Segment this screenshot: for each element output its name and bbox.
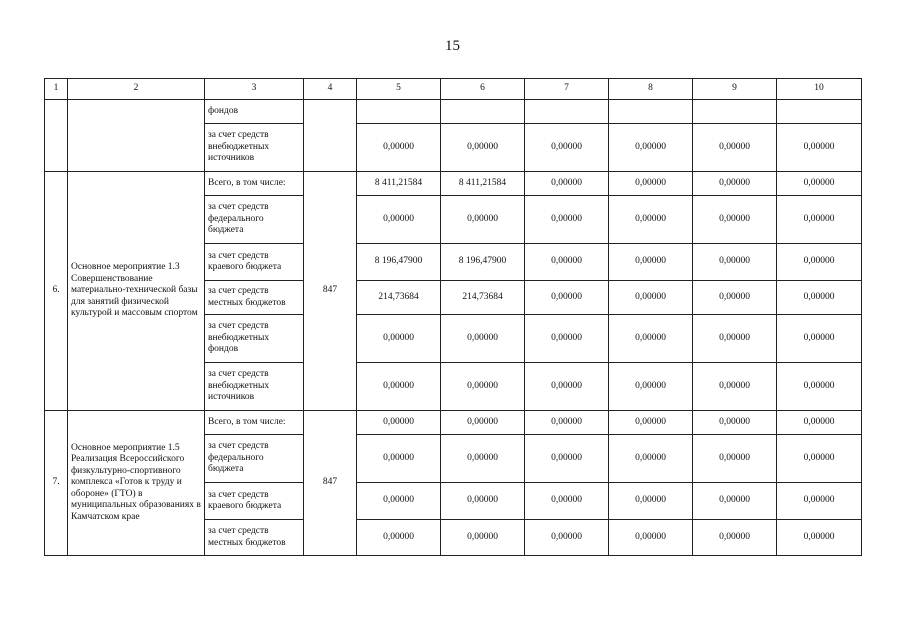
- value-cell: 0,00000: [525, 315, 609, 363]
- value-cell: 0,00000: [693, 435, 777, 483]
- value-cell: 0,00000: [693, 124, 777, 172]
- value-cell: 0,00000: [357, 435, 441, 483]
- value-cell: 0,00000: [609, 363, 693, 411]
- header-row: [45, 79, 862, 100]
- source-label: за счет средств местных бюджетов: [205, 520, 304, 556]
- value-cell: 0,00000: [693, 244, 777, 281]
- value-cell: 0,00000: [357, 124, 441, 172]
- value-cell: 0,00000: [609, 435, 693, 483]
- col-header: 1: [45, 79, 68, 100]
- row-number: [45, 100, 68, 172]
- value-cell: 214,73684: [357, 281, 441, 315]
- source-label: за счет средств федерального бюджета: [205, 196, 304, 244]
- page-number: 15: [445, 38, 460, 54]
- col-header: 9: [693, 79, 777, 100]
- source-label: фондов: [205, 100, 304, 124]
- col-header: 6: [441, 79, 525, 100]
- source-label: за счет средств внебюджетных источников: [205, 124, 304, 172]
- source-label: за счет средств местных бюджетов: [205, 281, 304, 315]
- value-cell: 0,00000: [441, 483, 525, 520]
- value-cell: 0,00000: [357, 411, 441, 435]
- table-row: [45, 411, 862, 435]
- col-header: 10: [777, 79, 862, 100]
- value-cell: 0,00000: [441, 435, 525, 483]
- value-cell: 0,00000: [693, 520, 777, 556]
- value-cell: 0,00000: [693, 411, 777, 435]
- value-cell: [357, 100, 441, 124]
- table-row: [45, 100, 862, 124]
- value-cell: 8 196,47900: [441, 244, 525, 281]
- value-cell: 0,00000: [777, 520, 862, 556]
- source-label: за счет средств внебюджетных фондов: [205, 315, 304, 363]
- value-cell: 0,00000: [525, 520, 609, 556]
- value-cell: 0,00000: [441, 363, 525, 411]
- value-cell: 0,00000: [777, 315, 862, 363]
- value-cell: 0,00000: [525, 172, 609, 196]
- activity-name: [68, 100, 205, 172]
- value-cell: 0,00000: [357, 196, 441, 244]
- value-cell: 8 411,21584: [441, 172, 525, 196]
- value-cell: 0,00000: [777, 196, 862, 244]
- value-cell: 0,00000: [441, 124, 525, 172]
- value-cell: 0,00000: [777, 281, 862, 315]
- value-cell: 0,00000: [777, 483, 862, 520]
- value-cell: 0,00000: [441, 411, 525, 435]
- value-cell: 0,00000: [525, 281, 609, 315]
- value-cell: 0,00000: [609, 411, 693, 435]
- budget-table: [44, 78, 862, 556]
- value-cell: 0,00000: [777, 411, 862, 435]
- value-cell: 0,00000: [777, 172, 862, 196]
- value-cell: 0,00000: [609, 196, 693, 244]
- value-cell: 0,00000: [693, 363, 777, 411]
- source-label: за счет средств федерального бюджета: [205, 435, 304, 483]
- value-cell: 0,00000: [693, 196, 777, 244]
- value-cell: [777, 100, 862, 124]
- source-label: за счет средств краевого бюджета: [205, 244, 304, 281]
- activity-name: Основное мероприятие 1.3 Совершенствование материально-технической базы для занятий физической культурой и массовым спортом: [68, 172, 205, 411]
- col-header: 7: [525, 79, 609, 100]
- value-cell: 214,73684: [441, 281, 525, 315]
- value-cell: 0,00000: [777, 124, 862, 172]
- col-header: 3: [205, 79, 304, 100]
- value-cell: 0,00000: [357, 363, 441, 411]
- value-cell: 0,00000: [525, 411, 609, 435]
- value-cell: 0,00000: [693, 483, 777, 520]
- value-cell: 0,00000: [357, 315, 441, 363]
- col-header: 5: [357, 79, 441, 100]
- value-cell: 0,00000: [525, 483, 609, 520]
- value-cell: 0,00000: [777, 244, 862, 281]
- col-header: 2: [68, 79, 205, 100]
- value-cell: 0,00000: [693, 172, 777, 196]
- value-cell: 8 196,47900: [357, 244, 441, 281]
- budget-code: 847: [304, 172, 357, 411]
- table-row: [45, 172, 862, 196]
- source-label: Всего, в том числе:: [205, 172, 304, 196]
- row-number: 6.: [45, 172, 68, 411]
- source-label: Всего, в том числе:: [205, 411, 304, 435]
- value-cell: 0,00000: [609, 483, 693, 520]
- value-cell: 0,00000: [525, 244, 609, 281]
- value-cell: 0,00000: [609, 315, 693, 363]
- col-header: 8: [609, 79, 693, 100]
- value-cell: 0,00000: [441, 520, 525, 556]
- value-cell: [525, 100, 609, 124]
- row-number: 7.: [45, 411, 68, 556]
- value-cell: [693, 100, 777, 124]
- value-cell: 0,00000: [693, 315, 777, 363]
- value-cell: 0,00000: [777, 363, 862, 411]
- value-cell: 0,00000: [609, 244, 693, 281]
- value-cell: 0,00000: [525, 124, 609, 172]
- value-cell: 0,00000: [441, 315, 525, 363]
- value-cell: 0,00000: [609, 172, 693, 196]
- value-cell: 0,00000: [609, 124, 693, 172]
- value-cell: 0,00000: [609, 281, 693, 315]
- value-cell: 0,00000: [525, 435, 609, 483]
- value-cell: 0,00000: [609, 520, 693, 556]
- value-cell: [441, 100, 525, 124]
- budget-code: [304, 100, 357, 172]
- value-cell: 0,00000: [525, 196, 609, 244]
- value-cell: [609, 100, 693, 124]
- activity-name: Основное мероприятие 1.5 Реализация Всероссийского физкультурно-спортивного комплекса «Готов к труду и обороне» (ГТО) в муниципальных образованиях в Камчатском крае: [68, 411, 205, 556]
- value-cell: 0,00000: [777, 435, 862, 483]
- value-cell: 8 411,21584: [357, 172, 441, 196]
- col-header: 4: [304, 79, 357, 100]
- budget-code: 847: [304, 411, 357, 556]
- value-cell: 0,00000: [357, 520, 441, 556]
- source-label: за счет средств краевого бюджета: [205, 483, 304, 520]
- value-cell: 0,00000: [693, 281, 777, 315]
- value-cell: 0,00000: [441, 196, 525, 244]
- source-label: за счет средств внебюджетных источников: [205, 363, 304, 411]
- value-cell: 0,00000: [357, 483, 441, 520]
- value-cell: 0,00000: [525, 363, 609, 411]
